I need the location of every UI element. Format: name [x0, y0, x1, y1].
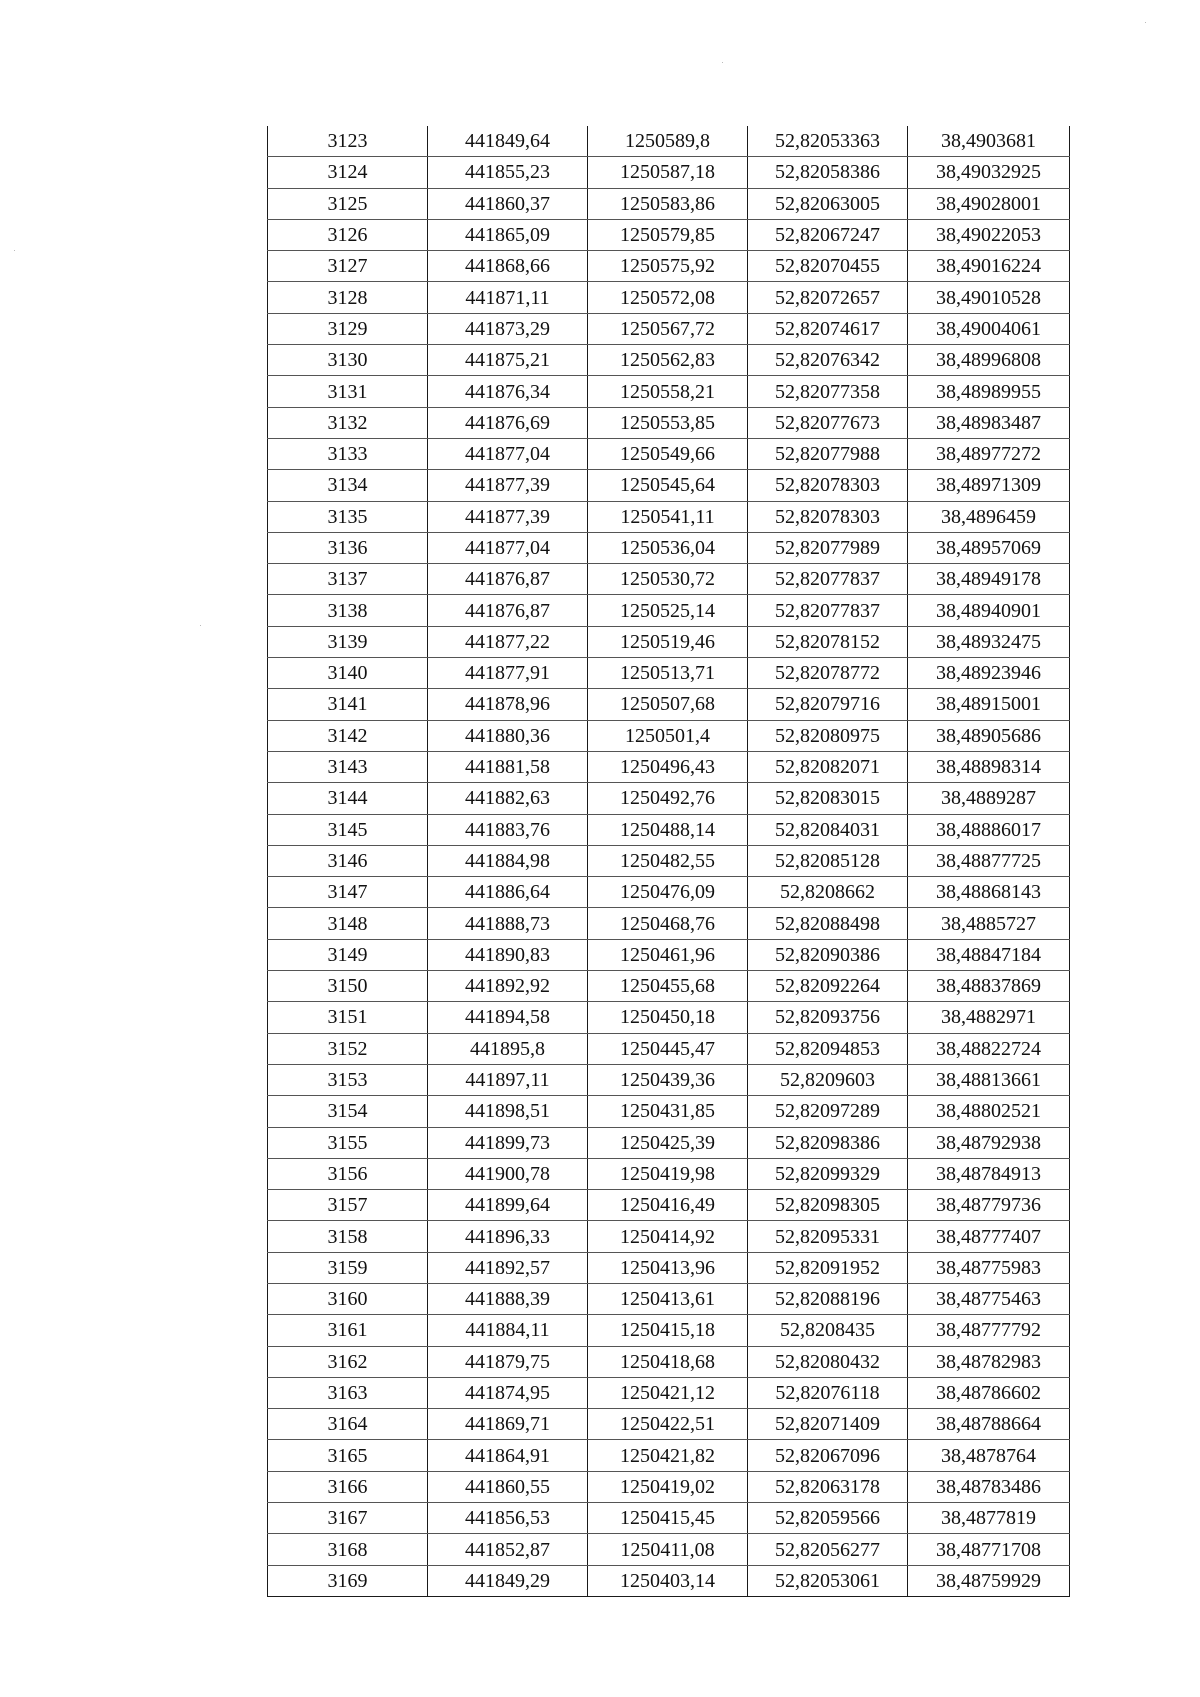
table-row [268, 1064, 1070, 1095]
y-coordinate-cell: 1250549,66 [588, 438, 748, 469]
point-number-cell: 3154 [268, 1096, 428, 1127]
latitude-cell: 52,82074617 [748, 313, 908, 344]
x-coordinate-cell: 441876,87 [428, 595, 588, 626]
point-number-cell: 3143 [268, 751, 428, 782]
longitude-cell: 38,48779736 [908, 1190, 1070, 1221]
y-coordinate-cell: 1250575,92 [588, 251, 748, 282]
table-row [268, 626, 1070, 657]
latitude-cell: 52,82091952 [748, 1252, 908, 1283]
x-coordinate-cell: 441899,64 [428, 1190, 588, 1221]
point-number-cell: 3145 [268, 814, 428, 845]
latitude-cell: 52,82095331 [748, 1221, 908, 1252]
longitude-cell: 38,4896459 [908, 501, 1070, 532]
x-coordinate-cell: 441877,22 [428, 626, 588, 657]
longitude-cell: 38,49016224 [908, 251, 1070, 282]
y-coordinate-cell: 1250558,21 [588, 376, 748, 407]
point-number-cell: 3127 [268, 251, 428, 282]
y-coordinate-cell: 1250572,08 [588, 282, 748, 313]
x-coordinate-cell: 441892,57 [428, 1252, 588, 1283]
point-number-cell: 3150 [268, 971, 428, 1002]
longitude-cell: 38,49004061 [908, 313, 1070, 344]
longitude-cell: 38,48996808 [908, 345, 1070, 376]
longitude-cell: 38,4903681 [908, 126, 1070, 157]
longitude-cell: 38,48905686 [908, 720, 1070, 751]
point-number-cell: 3129 [268, 313, 428, 344]
latitude-cell: 52,82078303 [748, 501, 908, 532]
table-row [268, 1127, 1070, 1158]
x-coordinate-cell: 441860,55 [428, 1471, 588, 1502]
latitude-cell: 52,82071409 [748, 1409, 908, 1440]
latitude-cell: 52,82077989 [748, 532, 908, 563]
point-number-cell: 3137 [268, 564, 428, 595]
table-row [268, 751, 1070, 782]
point-number-cell: 3168 [268, 1534, 428, 1565]
x-coordinate-cell: 441876,87 [428, 564, 588, 595]
table-row [268, 1252, 1070, 1283]
longitude-cell: 38,4889287 [908, 783, 1070, 814]
latitude-cell: 52,82078303 [748, 470, 908, 501]
x-coordinate-cell: 441899,73 [428, 1127, 588, 1158]
x-coordinate-cell: 441876,69 [428, 407, 588, 438]
x-coordinate-cell: 441884,98 [428, 845, 588, 876]
x-coordinate-cell: 441883,76 [428, 814, 588, 845]
y-coordinate-cell: 1250403,14 [588, 1565, 748, 1596]
y-coordinate-cell: 1250536,04 [588, 532, 748, 563]
table-row [268, 595, 1070, 626]
longitude-cell: 38,48977272 [908, 438, 1070, 469]
x-coordinate-cell: 441888,39 [428, 1283, 588, 1314]
latitude-cell: 52,82072657 [748, 282, 908, 313]
longitude-cell: 38,48777792 [908, 1315, 1070, 1346]
point-number-cell: 3141 [268, 689, 428, 720]
latitude-cell: 52,82077358 [748, 376, 908, 407]
point-number-cell: 3161 [268, 1315, 428, 1346]
y-coordinate-cell: 1250455,68 [588, 971, 748, 1002]
x-coordinate-cell: 441894,58 [428, 1002, 588, 1033]
latitude-cell: 52,82080975 [748, 720, 908, 751]
x-coordinate-cell: 441869,71 [428, 1409, 588, 1440]
scan-speck [1145, 22, 1146, 23]
x-coordinate-cell: 441886,64 [428, 877, 588, 908]
table-row [268, 188, 1070, 219]
x-coordinate-cell: 441897,11 [428, 1064, 588, 1095]
x-coordinate-cell: 441884,11 [428, 1315, 588, 1346]
y-coordinate-cell: 1250492,76 [588, 783, 748, 814]
table-row [268, 219, 1070, 250]
longitude-cell: 38,48949178 [908, 564, 1070, 595]
y-coordinate-cell: 1250421,82 [588, 1440, 748, 1471]
point-number-cell: 3124 [268, 157, 428, 188]
longitude-cell: 38,49022053 [908, 219, 1070, 250]
latitude-cell: 52,82070455 [748, 251, 908, 282]
table-row [268, 438, 1070, 469]
point-number-cell: 3128 [268, 282, 428, 313]
x-coordinate-cell: 441849,64 [428, 126, 588, 157]
table-row [268, 1315, 1070, 1346]
latitude-cell: 52,82088196 [748, 1283, 908, 1314]
x-coordinate-cell: 441865,09 [428, 219, 588, 250]
point-number-cell: 3146 [268, 845, 428, 876]
latitude-cell: 52,82056277 [748, 1534, 908, 1565]
x-coordinate-cell: 441896,33 [428, 1221, 588, 1252]
point-number-cell: 3158 [268, 1221, 428, 1252]
point-number-cell: 3149 [268, 939, 428, 970]
point-number-cell: 3144 [268, 783, 428, 814]
x-coordinate-cell: 441900,78 [428, 1158, 588, 1189]
table-row [268, 564, 1070, 595]
longitude-cell: 38,48822724 [908, 1033, 1070, 1064]
point-number-cell: 3156 [268, 1158, 428, 1189]
longitude-cell: 38,48759929 [908, 1565, 1070, 1596]
y-coordinate-cell: 1250431,85 [588, 1096, 748, 1127]
point-number-cell: 3167 [268, 1503, 428, 1534]
y-coordinate-cell: 1250414,92 [588, 1221, 748, 1252]
table-row [268, 470, 1070, 501]
latitude-cell: 52,82093756 [748, 1002, 908, 1033]
longitude-cell: 38,49028001 [908, 188, 1070, 219]
table-row [268, 1002, 1070, 1033]
coordinate-table-body [268, 126, 1070, 1596]
longitude-cell: 38,48983487 [908, 407, 1070, 438]
point-number-cell: 3131 [268, 376, 428, 407]
table-row [268, 1096, 1070, 1127]
table-row [268, 1409, 1070, 1440]
x-coordinate-cell: 441877,91 [428, 658, 588, 689]
x-coordinate-cell: 441881,58 [428, 751, 588, 782]
table-row [268, 658, 1070, 689]
table-row [268, 845, 1070, 876]
latitude-cell: 52,82067247 [748, 219, 908, 250]
y-coordinate-cell: 1250530,72 [588, 564, 748, 595]
y-coordinate-cell: 1250482,55 [588, 845, 748, 876]
latitude-cell: 52,82082071 [748, 751, 908, 782]
table-row [268, 720, 1070, 751]
point-number-cell: 3160 [268, 1283, 428, 1314]
y-coordinate-cell: 1250422,51 [588, 1409, 748, 1440]
y-coordinate-cell: 1250488,14 [588, 814, 748, 845]
y-coordinate-cell: 1250415,18 [588, 1315, 748, 1346]
y-coordinate-cell: 1250476,09 [588, 877, 748, 908]
table-row [268, 1221, 1070, 1252]
point-number-cell: 3133 [268, 438, 428, 469]
point-number-cell: 3134 [268, 470, 428, 501]
table-row [268, 783, 1070, 814]
x-coordinate-cell: 441855,23 [428, 157, 588, 188]
x-coordinate-cell: 441877,39 [428, 470, 588, 501]
table-row [268, 939, 1070, 970]
x-coordinate-cell: 441856,53 [428, 1503, 588, 1534]
point-number-cell: 3157 [268, 1190, 428, 1221]
table-row [268, 376, 1070, 407]
point-number-cell: 3169 [268, 1565, 428, 1596]
point-number-cell: 3164 [268, 1409, 428, 1440]
point-number-cell: 3151 [268, 1002, 428, 1033]
point-number-cell: 3142 [268, 720, 428, 751]
latitude-cell: 52,82088498 [748, 908, 908, 939]
longitude-cell: 38,48940901 [908, 595, 1070, 626]
x-coordinate-cell: 441877,04 [428, 532, 588, 563]
point-number-cell: 3163 [268, 1377, 428, 1408]
latitude-cell: 52,82063178 [748, 1471, 908, 1502]
y-coordinate-cell: 1250415,45 [588, 1503, 748, 1534]
latitude-cell: 52,82059566 [748, 1503, 908, 1534]
point-number-cell: 3125 [268, 188, 428, 219]
table-row [268, 126, 1070, 157]
y-coordinate-cell: 1250541,11 [588, 501, 748, 532]
table-row [268, 1283, 1070, 1314]
latitude-cell: 52,82083015 [748, 783, 908, 814]
table-row [268, 1471, 1070, 1502]
x-coordinate-cell: 441877,39 [428, 501, 588, 532]
x-coordinate-cell: 441895,8 [428, 1033, 588, 1064]
y-coordinate-cell: 1250579,85 [588, 219, 748, 250]
table-row [268, 282, 1070, 313]
latitude-cell: 52,82079716 [748, 689, 908, 720]
point-number-cell: 3166 [268, 1471, 428, 1502]
x-coordinate-cell: 441874,95 [428, 1377, 588, 1408]
table-row [268, 157, 1070, 188]
point-number-cell: 3126 [268, 219, 428, 250]
x-coordinate-cell: 441875,21 [428, 345, 588, 376]
longitude-cell: 38,48923946 [908, 658, 1070, 689]
y-coordinate-cell: 1250519,46 [588, 626, 748, 657]
x-coordinate-cell: 441892,92 [428, 971, 588, 1002]
longitude-cell: 38,48877725 [908, 845, 1070, 876]
latitude-cell: 52,82098305 [748, 1190, 908, 1221]
point-number-cell: 3135 [268, 501, 428, 532]
longitude-cell: 38,4885727 [908, 908, 1070, 939]
y-coordinate-cell: 1250418,68 [588, 1346, 748, 1377]
y-coordinate-cell: 1250461,96 [588, 939, 748, 970]
table-row [268, 1346, 1070, 1377]
latitude-cell: 52,82085128 [748, 845, 908, 876]
point-number-cell: 3153 [268, 1064, 428, 1095]
longitude-cell: 38,48957069 [908, 532, 1070, 563]
table-row [268, 689, 1070, 720]
latitude-cell: 52,82076118 [748, 1377, 908, 1408]
latitude-cell: 52,82080432 [748, 1346, 908, 1377]
point-number-cell: 3123 [268, 126, 428, 157]
latitude-cell: 52,82053363 [748, 126, 908, 157]
x-coordinate-cell: 441876,34 [428, 376, 588, 407]
x-coordinate-cell: 441898,51 [428, 1096, 588, 1127]
y-coordinate-cell: 1250545,64 [588, 470, 748, 501]
point-number-cell: 3155 [268, 1127, 428, 1158]
x-coordinate-cell: 441864,91 [428, 1440, 588, 1471]
table-row [268, 1503, 1070, 1534]
latitude-cell: 52,82078772 [748, 658, 908, 689]
x-coordinate-cell: 441871,11 [428, 282, 588, 313]
point-number-cell: 3140 [268, 658, 428, 689]
table-row [268, 971, 1070, 1002]
longitude-cell: 38,48782983 [908, 1346, 1070, 1377]
longitude-cell: 38,48786602 [908, 1377, 1070, 1408]
longitude-cell: 38,48813661 [908, 1064, 1070, 1095]
x-coordinate-cell: 441849,29 [428, 1565, 588, 1596]
y-coordinate-cell: 1250589,8 [588, 126, 748, 157]
latitude-cell: 52,82092264 [748, 971, 908, 1002]
latitude-cell: 52,82097289 [748, 1096, 908, 1127]
longitude-cell: 38,49010528 [908, 282, 1070, 313]
latitude-cell: 52,82077988 [748, 438, 908, 469]
x-coordinate-cell: 441879,75 [428, 1346, 588, 1377]
y-coordinate-cell: 1250450,18 [588, 1002, 748, 1033]
table-row [268, 1565, 1070, 1596]
y-coordinate-cell: 1250419,02 [588, 1471, 748, 1502]
x-coordinate-cell: 441868,66 [428, 251, 588, 282]
table-row [268, 251, 1070, 282]
longitude-cell: 38,48837869 [908, 971, 1070, 1002]
table-row [268, 1377, 1070, 1408]
latitude-cell: 52,82078152 [748, 626, 908, 657]
point-number-cell: 3148 [268, 908, 428, 939]
y-coordinate-cell: 1250553,85 [588, 407, 748, 438]
latitude-cell: 52,8208435 [748, 1315, 908, 1346]
longitude-cell: 38,48802521 [908, 1096, 1070, 1127]
latitude-cell: 52,82076342 [748, 345, 908, 376]
y-coordinate-cell: 1250562,83 [588, 345, 748, 376]
y-coordinate-cell: 1250567,72 [588, 313, 748, 344]
table-row [268, 313, 1070, 344]
latitude-cell: 52,8208662 [748, 877, 908, 908]
table-row [268, 1033, 1070, 1064]
latitude-cell: 52,8209603 [748, 1064, 908, 1095]
latitude-cell: 52,82098386 [748, 1127, 908, 1158]
longitude-cell: 38,4882971 [908, 1002, 1070, 1033]
longitude-cell: 38,4877819 [908, 1503, 1070, 1534]
y-coordinate-cell: 1250583,86 [588, 188, 748, 219]
point-number-cell: 3165 [268, 1440, 428, 1471]
y-coordinate-cell: 1250501,4 [588, 720, 748, 751]
x-coordinate-cell: 441882,63 [428, 783, 588, 814]
table-row [268, 814, 1070, 845]
longitude-cell: 38,48989955 [908, 376, 1070, 407]
longitude-cell: 38,48788664 [908, 1409, 1070, 1440]
table-row [268, 1534, 1070, 1565]
longitude-cell: 38,49032925 [908, 157, 1070, 188]
y-coordinate-cell: 1250513,71 [588, 658, 748, 689]
longitude-cell: 38,48971309 [908, 470, 1070, 501]
y-coordinate-cell: 1250416,49 [588, 1190, 748, 1221]
table-row [268, 1158, 1070, 1189]
y-coordinate-cell: 1250419,98 [588, 1158, 748, 1189]
point-number-cell: 3138 [268, 595, 428, 626]
point-number-cell: 3162 [268, 1346, 428, 1377]
longitude-cell: 38,48915001 [908, 689, 1070, 720]
latitude-cell: 52,82058386 [748, 157, 908, 188]
y-coordinate-cell: 1250413,61 [588, 1283, 748, 1314]
latitude-cell: 52,82094853 [748, 1033, 908, 1064]
latitude-cell: 52,82077837 [748, 564, 908, 595]
latitude-cell: 52,82084031 [748, 814, 908, 845]
longitude-cell: 38,4878764 [908, 1440, 1070, 1471]
table-row [268, 908, 1070, 939]
latitude-cell: 52,82090386 [748, 939, 908, 970]
y-coordinate-cell: 1250425,39 [588, 1127, 748, 1158]
y-coordinate-cell: 1250525,14 [588, 595, 748, 626]
point-number-cell: 3132 [268, 407, 428, 438]
longitude-cell: 38,48932475 [908, 626, 1070, 657]
longitude-cell: 38,48775463 [908, 1283, 1070, 1314]
y-coordinate-cell: 1250496,43 [588, 751, 748, 782]
latitude-cell: 52,82063005 [748, 188, 908, 219]
scan-speck [200, 625, 201, 626]
point-number-cell: 3159 [268, 1252, 428, 1283]
longitude-cell: 38,48898314 [908, 751, 1070, 782]
longitude-cell: 38,48777407 [908, 1221, 1070, 1252]
point-number-cell: 3136 [268, 532, 428, 563]
longitude-cell: 38,48783486 [908, 1471, 1070, 1502]
x-coordinate-cell: 441852,87 [428, 1534, 588, 1565]
table-row [268, 345, 1070, 376]
point-number-cell: 3139 [268, 626, 428, 657]
x-coordinate-cell: 441860,37 [428, 188, 588, 219]
x-coordinate-cell: 441873,29 [428, 313, 588, 344]
latitude-cell: 52,82053061 [748, 1565, 908, 1596]
point-number-cell: 3147 [268, 877, 428, 908]
latitude-cell: 52,82077673 [748, 407, 908, 438]
x-coordinate-cell: 441888,73 [428, 908, 588, 939]
x-coordinate-cell: 441890,83 [428, 939, 588, 970]
table-row [268, 1190, 1070, 1221]
latitude-cell: 52,82067096 [748, 1440, 908, 1471]
longitude-cell: 38,48847184 [908, 939, 1070, 970]
x-coordinate-cell: 441878,96 [428, 689, 588, 720]
longitude-cell: 38,48868143 [908, 877, 1070, 908]
y-coordinate-cell: 1250421,12 [588, 1377, 748, 1408]
coordinate-table [267, 126, 1070, 1597]
table-row [268, 407, 1070, 438]
longitude-cell: 38,48784913 [908, 1158, 1070, 1189]
longitude-cell: 38,48886017 [908, 814, 1070, 845]
longitude-cell: 38,48775983 [908, 1252, 1070, 1283]
longitude-cell: 38,48792938 [908, 1127, 1070, 1158]
scan-speck [722, 62, 723, 63]
table-row [268, 501, 1070, 532]
y-coordinate-cell: 1250587,18 [588, 157, 748, 188]
y-coordinate-cell: 1250507,68 [588, 689, 748, 720]
y-coordinate-cell: 1250413,96 [588, 1252, 748, 1283]
scan-speck [14, 250, 15, 251]
longitude-cell: 38,48771708 [908, 1534, 1070, 1565]
table-row [268, 877, 1070, 908]
y-coordinate-cell: 1250411,08 [588, 1534, 748, 1565]
y-coordinate-cell: 1250439,36 [588, 1064, 748, 1095]
y-coordinate-cell: 1250468,76 [588, 908, 748, 939]
latitude-cell: 52,82099329 [748, 1158, 908, 1189]
y-coordinate-cell: 1250445,47 [588, 1033, 748, 1064]
point-number-cell: 3152 [268, 1033, 428, 1064]
table-row [268, 532, 1070, 563]
x-coordinate-cell: 441877,04 [428, 438, 588, 469]
x-coordinate-cell: 441880,36 [428, 720, 588, 751]
latitude-cell: 52,82077837 [748, 595, 908, 626]
point-number-cell: 3130 [268, 345, 428, 376]
table-row [268, 1440, 1070, 1471]
